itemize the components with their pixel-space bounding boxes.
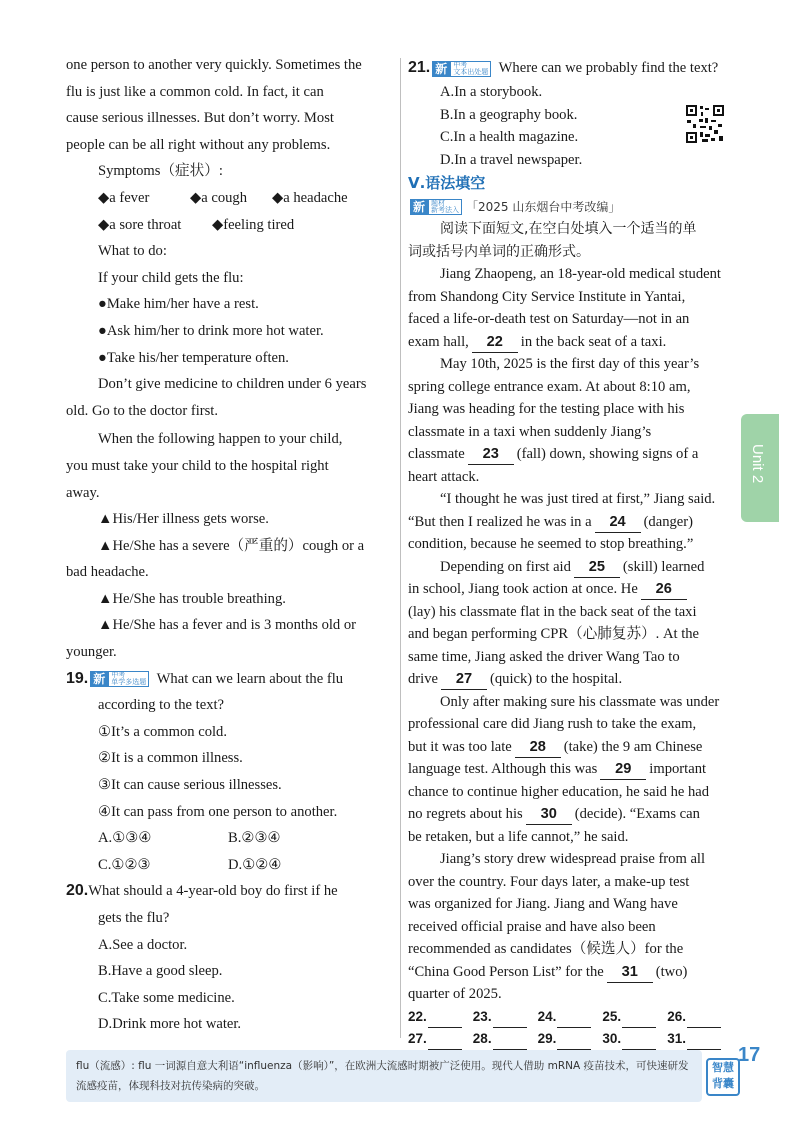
symptom-item: ◆a fever bbox=[98, 189, 150, 206]
footer-note-box bbox=[66, 1050, 702, 1102]
intro-line: cause serious illnesses. But don’t worry. Most bbox=[66, 110, 334, 127]
symptoms-row bbox=[66, 212, 392, 239]
brand-logo: 智慧 背囊 bbox=[706, 1058, 740, 1096]
passage-line: drive 27 (quick) to the hospital. bbox=[408, 668, 732, 691]
option-a[interactable]: A.①③④ bbox=[98, 830, 152, 847]
answer-slot-23[interactable]: 23. bbox=[473, 1006, 538, 1028]
intro-line: flu is just like a common cold. In fact, it can bbox=[66, 83, 324, 100]
option-b[interactable]: B.Have a good sleep. bbox=[98, 963, 223, 980]
question-21 bbox=[408, 55, 732, 81]
passage-line: May 10th, 2025 is the first day of this year’s bbox=[440, 356, 700, 372]
symptoms-heading: Symptoms（症状）: bbox=[98, 163, 223, 180]
symptom-item: ◆a sore throat bbox=[98, 216, 182, 233]
passage-line: language test. Although this was 29 important bbox=[408, 758, 732, 781]
hospital-line: When the following happen to your child, bbox=[98, 431, 343, 448]
question-20 bbox=[66, 878, 392, 905]
passage-line: no regrets about his 30 (decide). “Exams can bbox=[408, 803, 732, 826]
passage-line: same time, Jiang asked the driver Wang Tao to bbox=[408, 648, 680, 665]
passage-line: “I thought he was just tired at first,” Jiang said. bbox=[440, 491, 716, 507]
blank-24[interactable]: 24 bbox=[595, 512, 641, 533]
passage-line: recommended as candidates（候选人）for the bbox=[408, 941, 684, 957]
medicine-line: old. Go to the doctor first. bbox=[66, 402, 218, 419]
todo-item: ●Take his/her temperature often. bbox=[98, 349, 289, 366]
passage-line: (lay) his classmate flat in the back seat of the taxi bbox=[408, 603, 697, 620]
passage-line: quarter of 2025. bbox=[408, 986, 502, 1002]
question-number: 20. bbox=[66, 882, 89, 900]
passage-line: professional care did Jiang rush to take the exam, bbox=[408, 716, 697, 732]
instruction-line: 词或括号内单词的正确形式。 bbox=[408, 243, 590, 260]
if-flu-line: If your child gets the flu: bbox=[98, 269, 244, 286]
passage-line: Depending on first aid 25 (skill) learned bbox=[408, 556, 732, 579]
unit-side-tab[interactable] bbox=[741, 414, 779, 522]
new-badge-icon: 新 题材 新考法入 bbox=[410, 199, 462, 215]
todo-item: ●Make him/her have a rest. bbox=[98, 296, 259, 313]
blank-29[interactable]: 29 bbox=[600, 759, 646, 780]
options-row bbox=[66, 852, 392, 879]
symptom-item: ◆a cough bbox=[190, 189, 248, 206]
blank-23[interactable]: 23 bbox=[468, 444, 514, 465]
question-19 bbox=[66, 666, 392, 693]
unit-label: Unit 2 bbox=[749, 444, 766, 484]
section-title: Ⅴ.语法填空 bbox=[408, 174, 486, 192]
option-d[interactable]: D.①②④ bbox=[228, 856, 282, 873]
blank-22[interactable]: 22 bbox=[472, 332, 518, 353]
warning-item-cont: bad headache. bbox=[66, 564, 149, 581]
answer-slot-29[interactable]: 29. bbox=[538, 1028, 603, 1050]
medicine-line: Don’t give medicine to children under 6 years bbox=[98, 376, 367, 393]
warning-item: ▲He/She has a fever and is 3 months old or bbox=[98, 617, 357, 634]
blank-31[interactable]: 31 bbox=[607, 962, 653, 983]
blank-25[interactable]: 25 bbox=[574, 557, 620, 578]
passage-line: Jiang Zhaopeng, an 18-year-old medical student bbox=[440, 266, 721, 282]
blank-27[interactable]: 27 bbox=[441, 669, 487, 690]
warning-item: ▲He/She has a severe（严重的）cough or a bbox=[98, 537, 365, 554]
qr-code-icon[interactable] bbox=[685, 104, 725, 144]
right-column bbox=[408, 55, 732, 1050]
passage-line: was organized for Jiang. Jiang and Wang have bbox=[408, 896, 678, 912]
statement-item: ④It can pass from one person to another. bbox=[98, 803, 338, 820]
option-a[interactable]: A.See a doctor. bbox=[98, 936, 188, 953]
options-row bbox=[66, 825, 392, 852]
option-c[interactable]: C.In a health magazine. bbox=[440, 129, 579, 145]
symptom-item: ◆feeling tired bbox=[212, 216, 295, 233]
answer-slot-25[interactable]: 25. bbox=[602, 1006, 667, 1028]
passage-line: and began performing CPR（心肺复苏）. At the bbox=[408, 626, 700, 642]
hospital-line: away. bbox=[66, 484, 100, 501]
symptom-item: ◆a headache bbox=[272, 189, 348, 206]
answer-row bbox=[408, 1006, 732, 1028]
answer-slot-27[interactable]: 27. bbox=[408, 1028, 473, 1050]
question-stem-cont: according to the text? bbox=[98, 697, 225, 714]
passage-line: received official praise and have also been bbox=[408, 918, 656, 935]
option-c[interactable]: C.Take some medicine. bbox=[98, 989, 235, 1006]
blank-28[interactable]: 28 bbox=[515, 737, 561, 758]
option-d[interactable]: D.Drink more hot water. bbox=[98, 1016, 242, 1033]
page-number: 17 bbox=[738, 1044, 761, 1066]
passage-line: but it was too late 28 (take) the 9 am Chinese bbox=[408, 736, 732, 759]
passage-line: condition, because he seemed to stop breathing.” bbox=[408, 536, 694, 552]
option-d[interactable]: D.In a travel newspaper. bbox=[440, 151, 583, 168]
question-stem: What can we learn about the flu bbox=[156, 670, 344, 687]
question-stem-cont: gets the flu? bbox=[98, 910, 170, 926]
answer-slot-31[interactable]: 31. bbox=[667, 1028, 732, 1050]
footer-note: flu（流感）: flu 一词源自意大利语“influenza（影响）”，在欧洲大流感时期被广泛使用。现代人借助 mRNA 疫苗技术，可快速研发流感疫苗，体现科技对抗传染病的突破。 bbox=[76, 1060, 689, 1092]
question-number: 21. bbox=[408, 59, 431, 76]
option-a[interactable]: A.In a storybook. bbox=[440, 84, 543, 100]
option-b[interactable]: B.②③④ bbox=[228, 830, 281, 847]
passage-line: classmate in a taxi when suddenly Jiang’s bbox=[408, 423, 652, 440]
todo-item: ●Ask him/her to drink more hot water. bbox=[98, 322, 324, 339]
warning-item: ▲His/Her illness gets worse. bbox=[98, 511, 269, 528]
passage-line: “But then I realized he was in a 24 (danger) bbox=[408, 511, 732, 534]
answer-slot-26[interactable]: 26. bbox=[667, 1006, 732, 1028]
new-badge-icon: 新 中考 单学多选题 bbox=[90, 671, 149, 687]
passage-line: spring college entrance exam. At about 8:10 am, bbox=[408, 378, 691, 395]
answer-slot-22[interactable]: 22. bbox=[408, 1006, 473, 1028]
option-c[interactable]: C.①②③ bbox=[98, 856, 151, 873]
statement-item: ②It is a common illness. bbox=[98, 750, 243, 767]
passage-line: exam hall, 22 in the back seat of a taxi. bbox=[408, 331, 732, 354]
statement-item: ③It can cause serious illnesses. bbox=[98, 777, 282, 794]
warning-item-cont: younger. bbox=[66, 644, 117, 661]
section-source: 新 题材 新考法入 「2025 山东烟台中考改编」 bbox=[408, 196, 732, 219]
statement-item: ①It’s a common cold. bbox=[98, 723, 227, 740]
passage-line: “China Good Person List” for the 31 (two) bbox=[408, 961, 732, 984]
new-badge-icon: 新 中考 文本出处题 bbox=[432, 61, 491, 77]
warning-item: ▲He/She has trouble breathing. bbox=[98, 590, 286, 607]
answer-slot-30[interactable]: 30. bbox=[602, 1028, 667, 1050]
passage-line: chance to continue higher education, he said he had bbox=[408, 783, 710, 800]
passage-line: from Shandong City Service Institute in Yantai, bbox=[408, 288, 686, 305]
passage-line: in school, Jiang took action at once. He 26 bbox=[408, 578, 732, 601]
left-column bbox=[66, 52, 392, 1038]
intro-line: people can be all right without any problems. bbox=[66, 136, 331, 153]
passage-line: Jiang was heading for the testing place with his bbox=[408, 401, 685, 417]
column-divider bbox=[400, 58, 401, 1038]
passage-line: faced a life-or-death test on Saturday—not in an bbox=[408, 311, 690, 327]
blank-30[interactable]: 30 bbox=[526, 804, 572, 825]
symptoms-row bbox=[66, 185, 392, 212]
blank-26[interactable]: 26 bbox=[641, 579, 687, 600]
question-stem: What should a 4-year-old boy do first if he bbox=[88, 883, 338, 900]
question-stem: Where can we probably find the text? bbox=[498, 60, 719, 76]
passage-line: classmate 23 (fall) down, showing signs of a bbox=[408, 443, 732, 466]
instruction-line: 阅读下面短文,在空白处填入一个适当的单 bbox=[440, 221, 697, 237]
option-b[interactable]: B.In a geography book. bbox=[440, 106, 578, 123]
answer-row bbox=[408, 1028, 732, 1050]
hospital-line: you must take your child to the hospital right bbox=[66, 457, 329, 474]
answer-slot-24[interactable]: 24. bbox=[538, 1006, 603, 1028]
question-number: 19. bbox=[66, 669, 89, 687]
intro-line: one person to another very quickly. Sometimes the bbox=[66, 57, 362, 73]
passage-line: over the country. Four days later, a make-up test bbox=[408, 873, 690, 890]
passage-line: Only after making sure his classmate was under bbox=[440, 693, 720, 710]
answer-slot-28[interactable]: 28. bbox=[473, 1028, 538, 1050]
todo-heading: What to do: bbox=[98, 243, 167, 260]
passage-line: Jiang’s story drew widespread praise from all bbox=[440, 851, 706, 867]
passage-line: be retaken, but a life cannot,” he said. bbox=[408, 828, 629, 845]
passage-line: heart attack. bbox=[408, 468, 480, 485]
